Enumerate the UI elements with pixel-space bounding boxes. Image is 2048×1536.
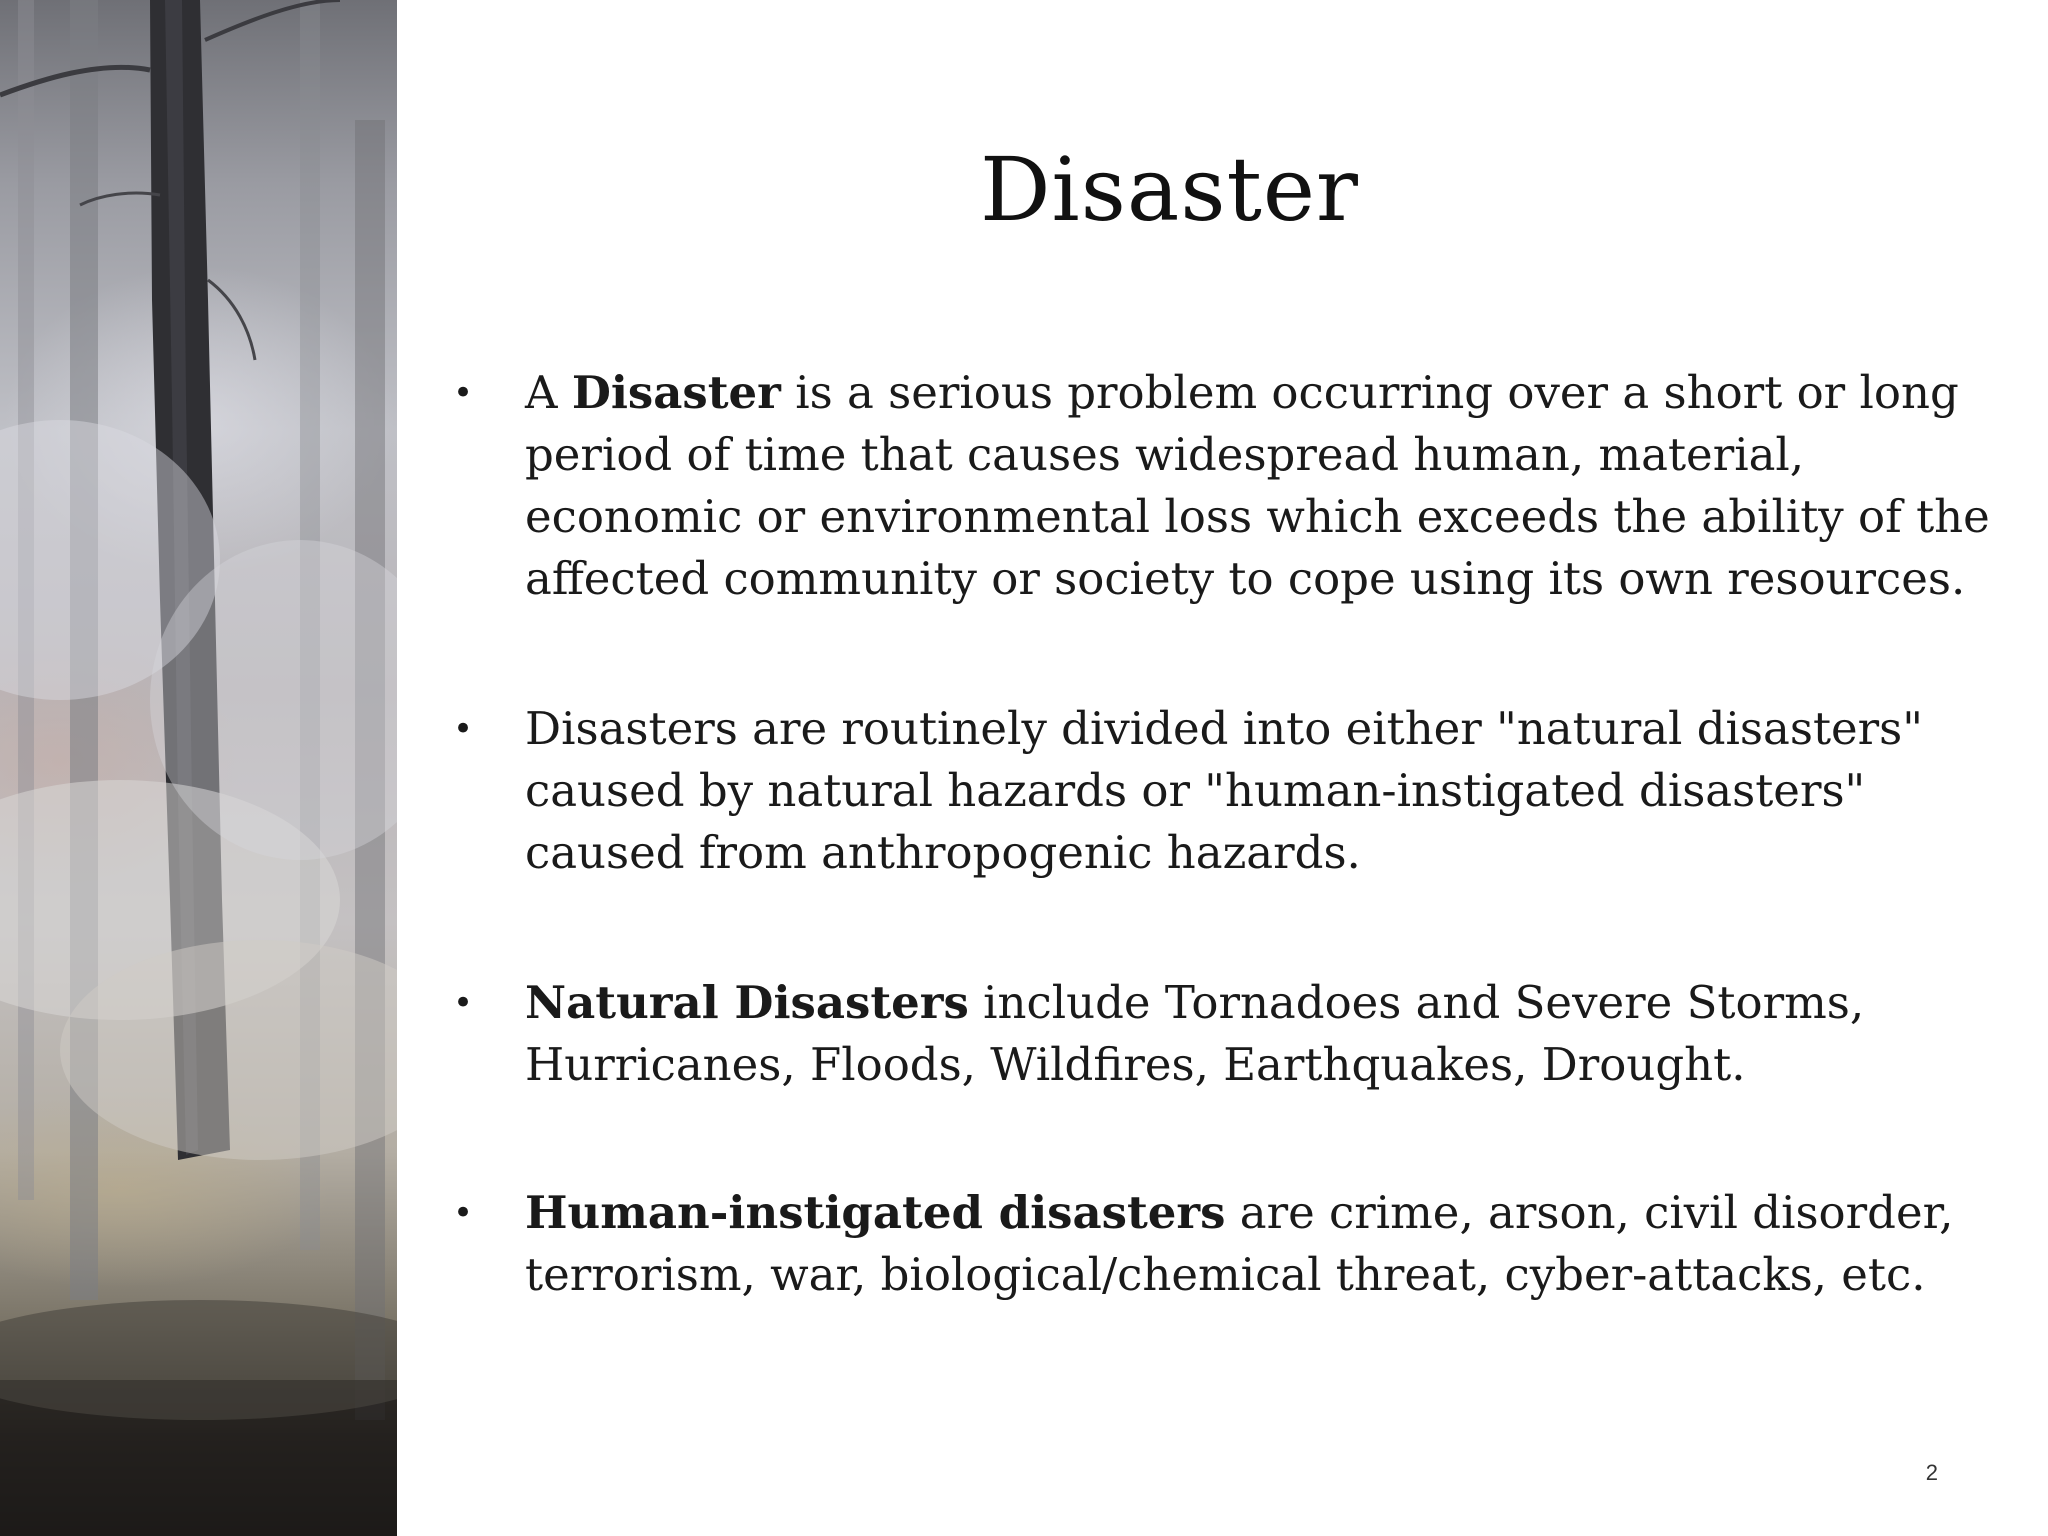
bullet-body-text: is a serious problem occurring over a short or long period of time that causes widespread human, material, economic or environmental loss which exceeds the ability of the affected community or society to cope using its own resources.	[525, 366, 1990, 605]
bullet-list	[453, 362, 2013, 1306]
slide-title: Disaster	[980, 138, 1359, 241]
bullet-item-definition	[453, 362, 2013, 610]
bullet-bold-term: Natural Disasters	[525, 976, 969, 1029]
bullet-icon: •	[453, 709, 474, 749]
bullet-body-text: are crime, arson, civil disorder, terrorism, war, biological/chemical threat, cyber-attacks, etc.	[525, 1186, 1954, 1301]
bullet-body-text: include Tornadoes and Severe Storms, Hurricanes, Floods, Wildfires, Earthquakes, Drought.	[525, 976, 1865, 1091]
bullet-icon: •	[453, 1193, 474, 1233]
bullet-item-categories	[453, 698, 2013, 884]
bullet-item-natural	[453, 972, 2013, 1096]
smoky-forest-image	[0, 0, 397, 1536]
bullet-item-human	[453, 1182, 2013, 1306]
bullet-icon: •	[453, 983, 474, 1023]
bullet-bold-term: Human-instigated disasters	[525, 1186, 1226, 1239]
bullet-bold-term: Disaster	[571, 366, 781, 419]
bullet-lead-text: A	[525, 366, 572, 419]
slide-content	[397, 0, 2048, 1536]
page-number: 2	[1925, 1460, 1938, 1485]
bullet-body-text: Disasters are routinely divided into either "natural disasters" caused by natural hazards or "human-instigated disasters" caused from anthropogenic hazards.	[525, 702, 1923, 879]
bullet-icon: •	[453, 373, 474, 413]
forest-trees-graphic	[0, 0, 397, 1536]
